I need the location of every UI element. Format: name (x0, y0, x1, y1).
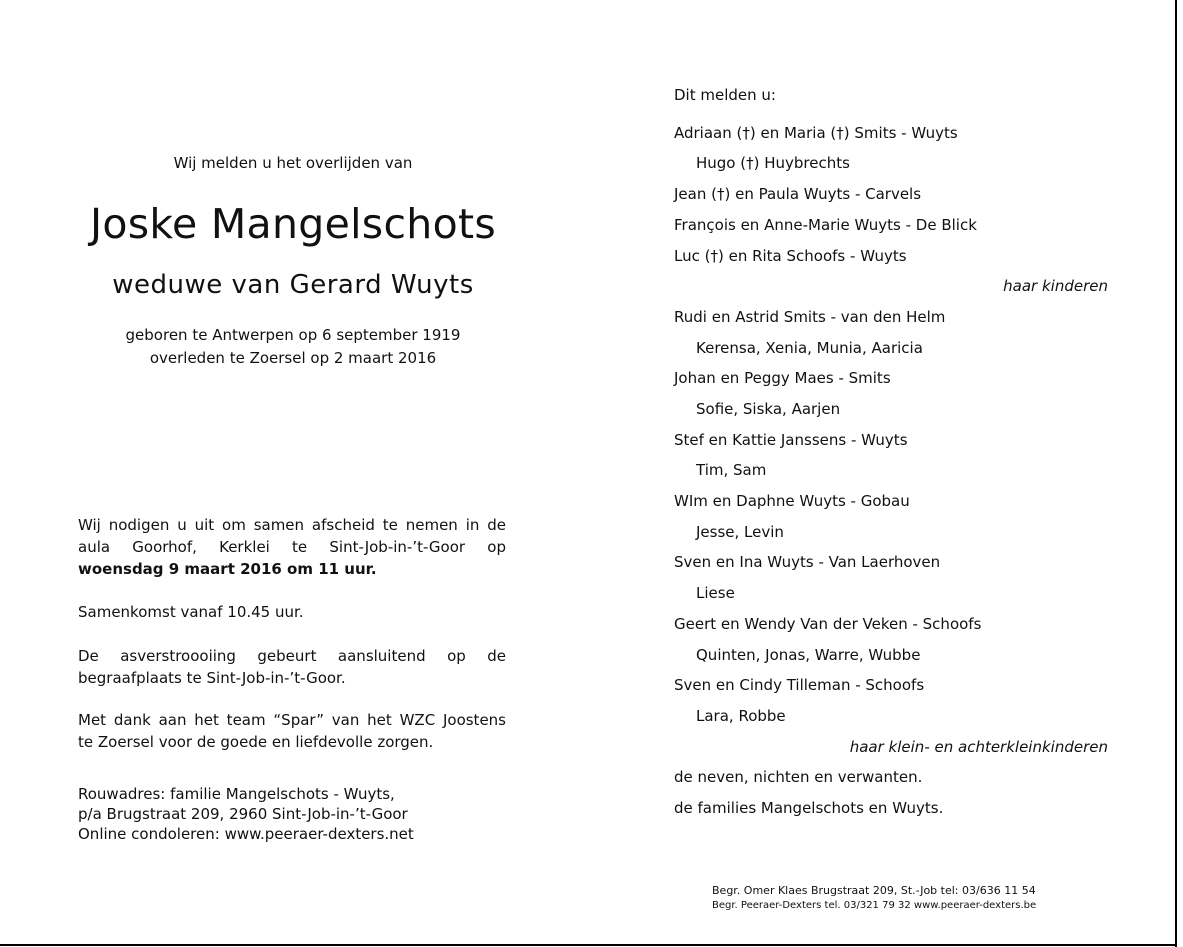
invitation-line-1: Wij nodigen u uit om samen afscheid te nemen in de (78, 516, 506, 534)
right-border (1175, 0, 1177, 947)
children-label: haar kinderen (1003, 277, 1108, 295)
list-item: Lara, Robbe (696, 707, 786, 725)
grandchildren-label: haar klein- en achterkleinkinderen (849, 738, 1108, 756)
intro-text: Wij melden u het overlijden van (173, 154, 413, 172)
list-item: Sofie, Siska, Aarjen (696, 400, 841, 418)
gathering-text: Samenkomst vanaf 10.45 uur. (78, 603, 304, 621)
list-item: Liese (696, 584, 735, 602)
scatter-line-2: begraafplaats te Sint-Job-in-’t-Goor. (78, 669, 346, 687)
address-line-1: Rouwadres: familie Mangelschots - Wuyts, (78, 785, 395, 803)
funeral-home-line-2: Begr. Peeraer-Dexters tel. 03/321 79 32 www.peeraer-dexters.be (712, 900, 1037, 911)
bottom-border (0, 944, 1177, 946)
deceased-name: Joske Mangelschots (89, 200, 496, 248)
scatter-line-1: De asverstroooiing gebeurt aansluitend op de (78, 647, 506, 665)
thanks-line-2: te Zoersel voor de goede en liefdevolle zorgen. (78, 733, 434, 751)
list-item: Rudi en Astrid Smits - van den Helm (674, 308, 946, 326)
birth-death-dates (78, 324, 508, 370)
list-item: Stef en Kattie Janssens - Wuyts (674, 431, 908, 449)
families-line: de families Mangelschots en Wuyts. (674, 799, 944, 817)
thanks-paragraph (78, 709, 506, 753)
list-item: Hugo (†) Huybrechts (696, 154, 850, 172)
list-item: François en Anne-Marie Wuyts - De Blick (674, 216, 977, 234)
list-item: Sven en Ina Wuyts - Van Laerhoven (674, 553, 941, 571)
list-item: Luc (†) en Rita Schoofs - Wuyts (674, 247, 907, 265)
list-item: Adriaan (†) en Maria (†) Smits - Wuyts (674, 124, 958, 142)
birth-line: geboren te Antwerpen op 6 september 1919 (125, 326, 461, 344)
address-line-2: p/a Brugstraat 209, 2960 Sint-Job-in-’t-Goor (78, 805, 408, 823)
list-item: Kerensa, Xenia, Munia, Aaricia (696, 339, 923, 357)
death-line: overleden te Zoersel op 2 maart 2016 (149, 349, 437, 367)
list-item: Johan en Peggy Maes - Smits (674, 369, 891, 387)
list-item: Quinten, Jonas, Warre, Wubbe (696, 646, 921, 664)
list-item: Geert en Wendy Van der Veken - Schoofs (674, 615, 982, 633)
widow-of: weduwe van Gerard Wuyts (112, 270, 474, 300)
address-line-3: Online condoleren: www.peeraer-dexters.net (78, 825, 414, 843)
relatives-line: de neven, nichten en verwanten. (674, 768, 923, 786)
list-item: Tim, Sam (696, 461, 767, 479)
thanks-line-1: Met dank aan het team “Spar” van het WZC Joostens (78, 711, 506, 729)
invitation-paragraph (78, 514, 506, 580)
list-item: WIm en Daphne Wuyts - Gobau (674, 492, 910, 510)
funeral-home-line-1: Begr. Omer Klaes Brugstraat 209, St.-Job tel: 03/636 11 54 (712, 884, 1036, 897)
list-item: Jean (†) en Paula Wuyts - Carvels (674, 185, 922, 203)
list-item: Sven en Cindy Tilleman - Schoofs (674, 676, 925, 694)
list-item: Jesse, Levin (696, 523, 784, 541)
mourning-address (78, 784, 414, 844)
scatter-paragraph (78, 645, 506, 689)
family-heading: Dit melden u: (674, 86, 776, 104)
ceremony-date: woensdag 9 maart 2016 om 11 uur. (78, 560, 377, 578)
invitation-line-2: aula Goorhof, Kerklei te Sint-Job-in-’t-Goor op (78, 538, 506, 556)
